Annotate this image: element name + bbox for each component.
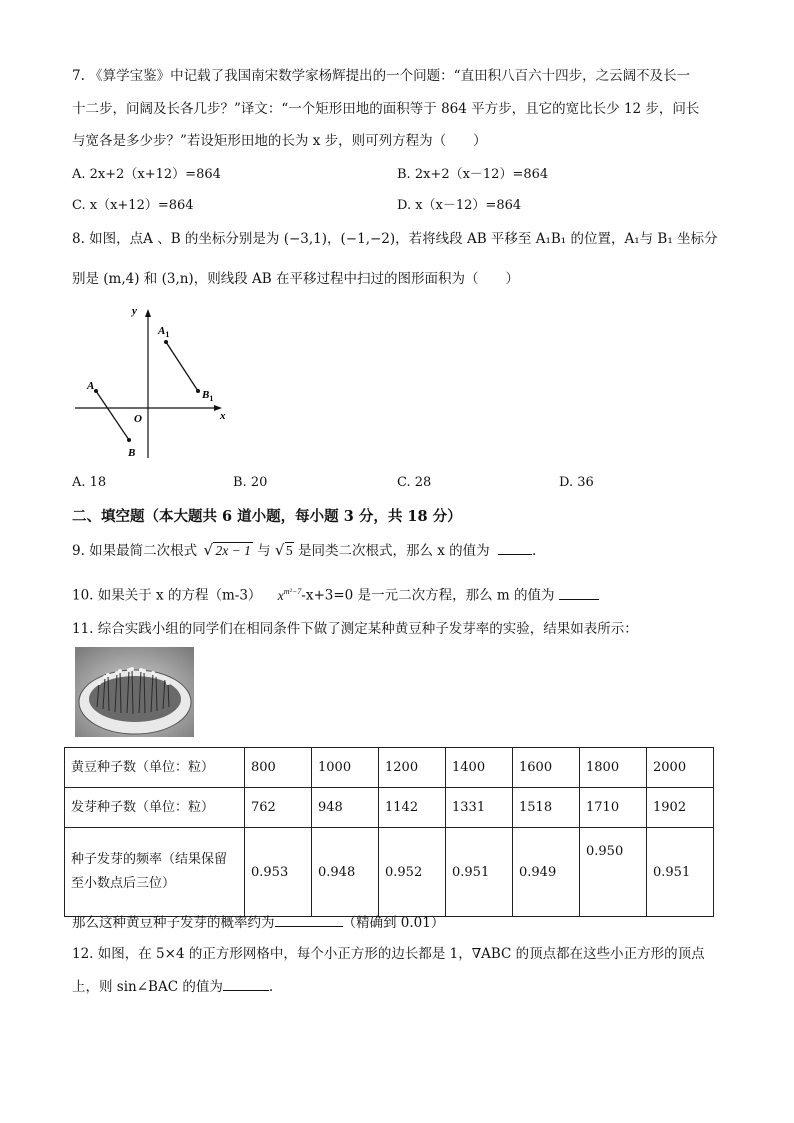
table-row <box>65 748 714 788</box>
q11-after-line: 那么这种黄豆种子发芽的概率约为 （精确到 0.01） <box>72 912 444 933</box>
q7-option-b: B. 2x+2（x－12）=864 <box>397 167 549 182</box>
q11-answer-blank <box>275 912 343 927</box>
q9-suffix: 是同类二次根式，那么 x 的值为 <box>297 543 490 559</box>
q8-coordinate-figure <box>70 300 240 465</box>
row-header-seeds: 黄豆种子数（单位：粒） <box>65 748 245 788</box>
table-cell: 0.951 <box>446 828 513 917</box>
q9-line: 9. 如果最简二次根式 √ 2x − 1 与 √ 5 是同类二次根式，那么 x 的值为 . <box>72 541 537 559</box>
q9-prefix: 9. 如果最简二次根式 <box>72 543 198 559</box>
table-cell: 0.951 <box>647 828 714 917</box>
y-axis-label: y <box>132 305 137 317</box>
q7-option-c: C. x（x+12）=864 <box>72 198 194 213</box>
point-a <box>94 389 98 393</box>
table-cell: 0.950 <box>580 828 647 917</box>
q10-answer-blank <box>559 585 599 600</box>
label-b: B <box>128 447 136 459</box>
q10-exponent: m²−7 <box>283 587 302 596</box>
point-b <box>127 438 131 442</box>
section-2-title: 二、填空题（本大题共 6 道小题，每小题 3 分，共 18 分） <box>72 508 462 525</box>
q9-mid: 与 <box>257 543 271 559</box>
q12-line-2: 上，则 sin∠BAC 的值为 . <box>72 976 273 997</box>
q9-radical-2: √ 5 <box>274 541 293 559</box>
table-cell: 0.948 <box>312 828 379 917</box>
label-a1: $A_1$ <box>158 325 170 339</box>
table-cell: 762 <box>245 788 312 828</box>
q8-line-2: 别是 (m,4) 和 (3,n)，则线段 AB 在平移过程中扫过的图形面积为（ ） <box>72 271 519 287</box>
table-cell: 1142 <box>379 788 446 828</box>
q7-line-1: 7. 《算学宝鉴》中记载了我国南宋数学家杨辉提出的一个问题：“直田积八百六十四步，之云阔不及长一 <box>72 68 691 84</box>
segment-ab <box>96 391 129 440</box>
q8-option-d: D. 36 <box>559 475 594 490</box>
q10-prefix: 10. 如果关于 x 的方程（m-3） <box>72 587 262 604</box>
q7-option-a: A. 2x+2（x+12）=864 <box>72 167 221 182</box>
table-cell: 1600 <box>513 748 580 788</box>
q9-answer-blank <box>498 540 532 555</box>
table-cell: 1710 <box>580 788 647 828</box>
q7-line-3: 与宽各是多少步？”若设矩形田地的长为 x 步，则可列方程为（ ） <box>72 133 487 149</box>
table-cell: 1000 <box>312 748 379 788</box>
origin-label: O <box>134 413 142 425</box>
table-cell: 0.949 <box>513 828 580 917</box>
label-a: A <box>87 380 95 392</box>
table-cell: 1200 <box>379 748 446 788</box>
table-cell: 1400 <box>446 748 513 788</box>
table-cell: 0.953 <box>245 828 312 917</box>
x-axis-label: x <box>220 410 226 422</box>
table-cell: 1331 <box>446 788 513 828</box>
q10-line <box>72 582 599 606</box>
table-cell: 0.952 <box>379 828 446 917</box>
label-b1: $B_1$ <box>202 389 214 403</box>
table-cell: 1518 <box>513 788 580 828</box>
table-cell: 2000 <box>647 748 714 788</box>
q8-line-1: 8. 如图，点A 、B 的坐标分别是为 (−3,1)，(−1,−2)，若将线段 AB 平移至 A₁B₁ 的位置，A₁与 B₁ 坐标分 <box>72 231 718 247</box>
table-cell: 948 <box>312 788 379 828</box>
q8-option-b: B. 20 <box>233 475 268 490</box>
q8-option-c: C. 28 <box>397 475 432 490</box>
table-cell: 1800 <box>580 748 647 788</box>
q10-base: x <box>277 587 284 603</box>
row-header-germinated: 发芽种子数（单位：粒） <box>65 788 245 828</box>
q9-radical-1: √ 2x − 1 <box>203 541 251 559</box>
point-b1 <box>196 389 200 393</box>
q12-line-1: 12. 如图，在 5×4 的正方形网格中，每个小正方形的边长都是 1，∇ABC 的顶点都在这些小正方形的顶点 <box>72 946 705 962</box>
germination-table <box>64 747 714 917</box>
q11-intro: 11. 综合实践小组的同学们在相同条件下做了测定某种黄豆种子发芽率的实验，结果如表所示： <box>72 621 638 637</box>
bean-sprouts-photo <box>75 647 194 737</box>
table-row <box>65 788 714 828</box>
q12-answer-blank <box>223 976 269 991</box>
table-cell: 1902 <box>647 788 714 828</box>
sqrt-icon: √ <box>203 541 214 559</box>
q8-option-a: A. 18 <box>72 475 107 490</box>
table-cell: 800 <box>245 748 312 788</box>
segment-a1b1 <box>166 342 198 391</box>
q10-suffix: -x+3=0 是一元二次方程，那么 m 的值为 <box>301 587 555 604</box>
table-row <box>65 828 714 917</box>
y-axis-arrow-icon <box>145 309 151 317</box>
q7-option-d: D. x（x－12）=864 <box>397 198 522 213</box>
sqrt-icon: √ <box>274 541 285 559</box>
q7-line-2: 十二步，问阔及长各几步？”译文：“一个矩形田地的面积等于 864 平方步，且它的宽比长少 12 步，问长 <box>72 101 700 117</box>
row-header-frequency: 种子发芽的频率（结果保留至小数点后三位） <box>65 828 245 917</box>
point-a1 <box>164 340 168 344</box>
